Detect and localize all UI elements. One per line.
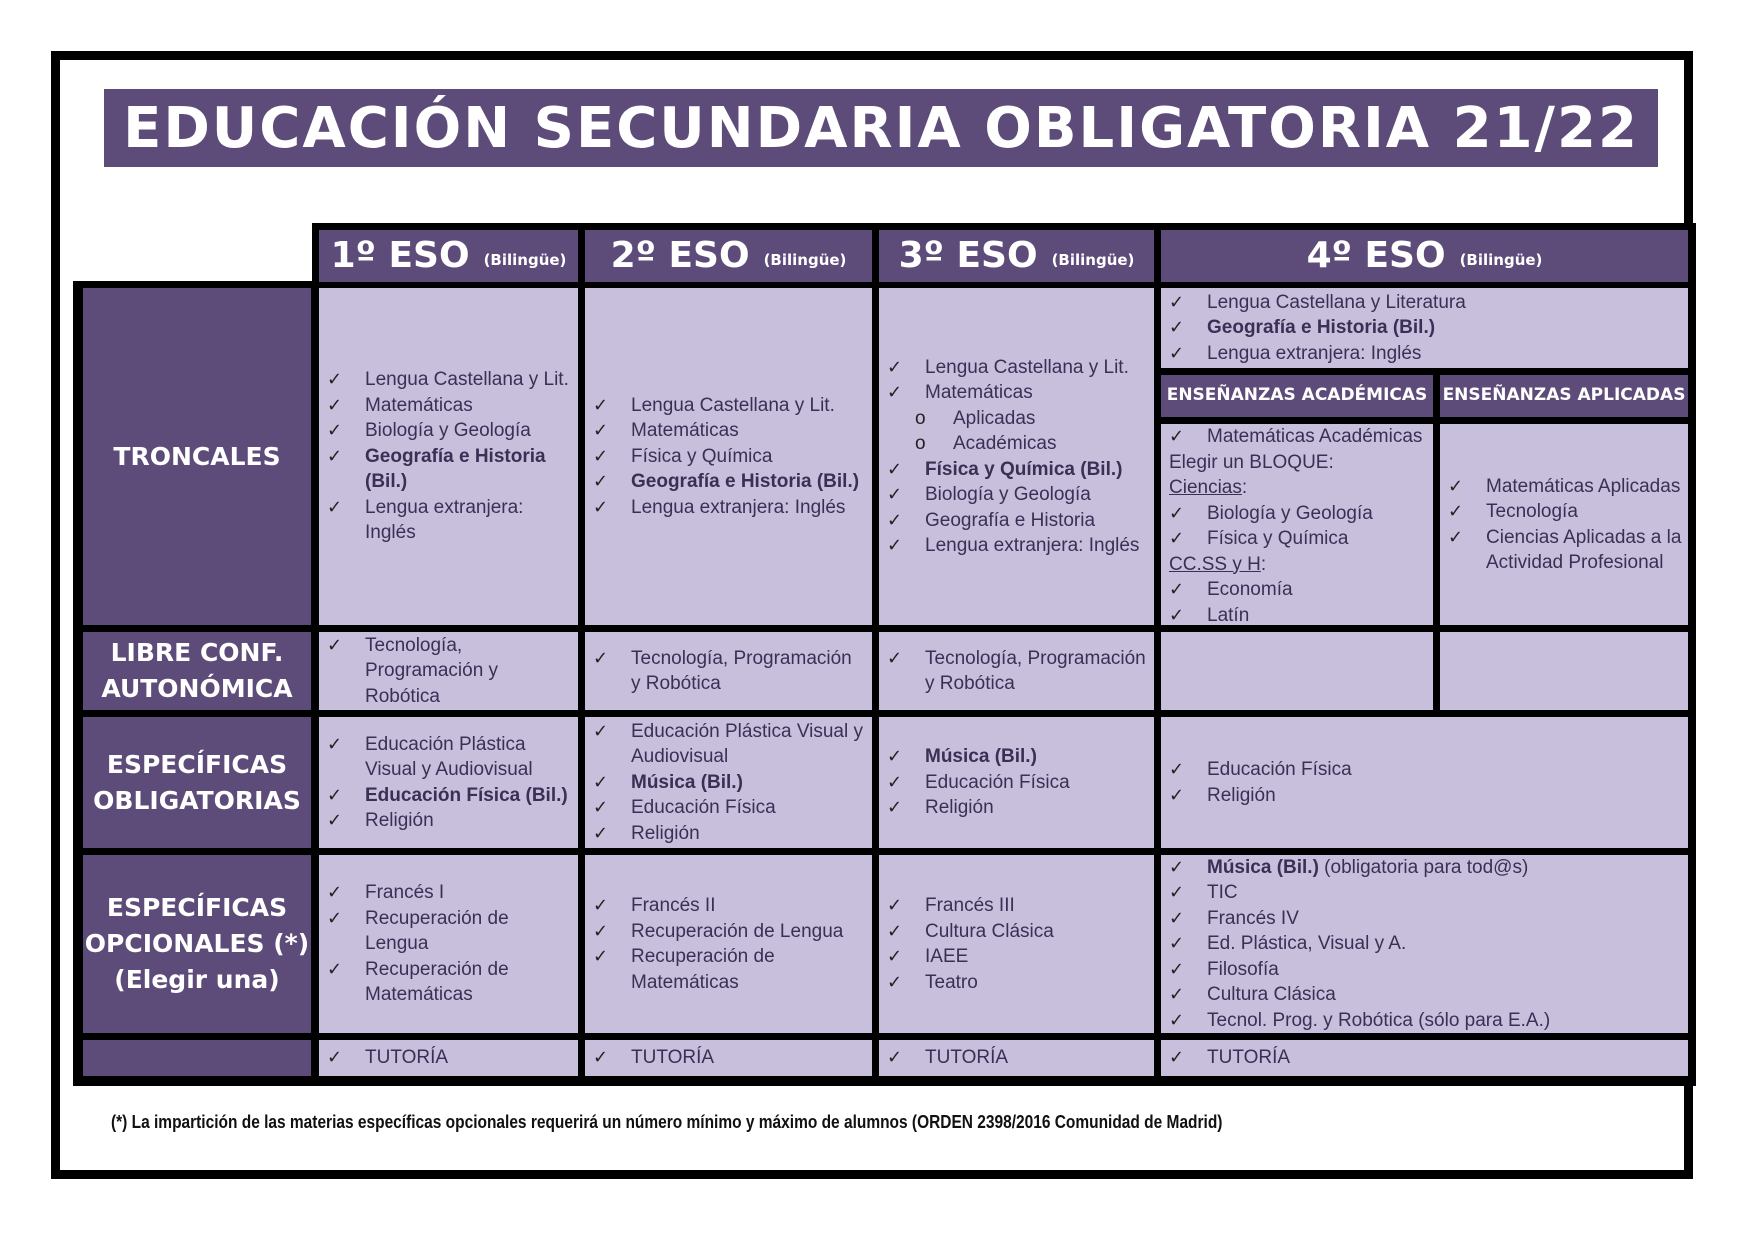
list-item: ✓ Francés I <box>365 880 572 906</box>
list-item: ✓ Matemáticas Aplicadas <box>1486 474 1682 500</box>
list-item: ✓ Religión <box>365 808 572 834</box>
list-item: ✓ Biología y Geología <box>925 482 1148 508</box>
list-item: ✓ Música (Bil.) <box>925 744 1148 770</box>
col-header-1: 1º ESO (Bilingüe) <box>319 230 578 282</box>
esp-opc-3eso <box>879 855 1154 1033</box>
list-item: ✓ Cultura Clásica <box>925 919 1148 945</box>
list-item: ✓ Religión <box>1207 783 1682 809</box>
list-item: ✓ Geografía e Historia (Bil.) <box>631 469 866 495</box>
esp-opc-2eso <box>585 855 872 1033</box>
row-header-troncales: TRONCALES <box>83 288 311 625</box>
list-item: ✓ Educación Física <box>1207 757 1682 783</box>
list-item: ✓ Recuperación de Matemáticas <box>631 944 866 995</box>
list-item: ✓ Matemáticas Académicas <box>1207 424 1427 450</box>
list-item: ✓ Lengua Castellana y Lit. <box>631 393 866 419</box>
footnote: (*) La impartición de las materias específicas opcionales requerirá un número mínimo y máximo de alumnos (ORDEN 2398/2016 Comunidad de Madrid) <box>111 1112 1223 1132</box>
list-item: ✓ Lengua Castellana y Lit. <box>365 367 572 393</box>
list-item: ✓ Religión <box>631 821 866 847</box>
col-header-3: 3º ESO (Bilingüe) <box>879 230 1154 282</box>
list-item: ✓ Teatro <box>925 970 1148 996</box>
list-item: ✓ Biología y Geología <box>1207 501 1427 527</box>
list-item: ✓ Geografía e Historia (Bil.) <box>365 444 572 495</box>
list-item: ✓ Filosofía <box>1207 957 1682 983</box>
tutoria-4eso <box>1161 1040 1688 1076</box>
libre-4eso-academicas <box>1161 632 1433 710</box>
list-item: ✓ Matemáticas <box>925 380 1148 406</box>
tutoria-1eso <box>319 1040 578 1076</box>
esp-opc-1eso <box>319 855 578 1033</box>
list-item: ✓ Matemáticas <box>631 418 866 444</box>
list-item: ✓ Recuperación de Lengua <box>631 919 866 945</box>
list-item: ✓ Tecnología, Programación y Robótica <box>631 646 866 697</box>
esp-opc-4eso <box>1161 855 1688 1033</box>
troncales-4eso-aplicadas <box>1440 424 1688 625</box>
tutoria-2eso <box>585 1040 872 1076</box>
row-header-especificas-opcionales: ESPECÍFICAS OPCIONALES (*) (Elegir una) <box>83 855 311 1033</box>
list-item: ✓ Lengua Castellana y Lit. <box>925 355 1148 381</box>
list-item: ✓ Lengua Castellana y Literatura <box>1207 290 1682 316</box>
list-item: o Académicas <box>953 431 1154 457</box>
list-item: ✓ Latín <box>1207 603 1427 629</box>
esp-obl-4eso <box>1161 717 1688 848</box>
list-item: ✓ Educación Física <box>925 770 1148 796</box>
list-item: ✓ Ed. Plástica, Visual y A. <box>1207 931 1682 957</box>
list-item: ✓ TIC <box>1207 880 1682 906</box>
libre-1eso <box>319 632 578 710</box>
list-item: ✓ Religión <box>925 795 1148 821</box>
esp-obl-3eso <box>879 717 1154 848</box>
list-item: ✓ Tecnología, Programación y Robótica <box>365 633 572 710</box>
troncales-4eso-academicas: ✓ Matemáticas Académicas Elegir un BLOQUE: Ciencias: ✓ Biología y Geología ✓ Física y Química CC.SS y H: ✓ Economía ✓ Latín <box>1161 424 1433 625</box>
list-item: ✓ TUTORÍA <box>365 1045 572 1071</box>
elegir-bloque: Elegir un BLOQUE: <box>1169 451 1334 473</box>
libre-3eso <box>879 632 1154 710</box>
list-item: ✓ Educación Física (Bil.) <box>365 783 572 809</box>
ccss-label: CC.SS y H <box>1169 553 1261 575</box>
list-item: ✓ Francés II <box>631 893 866 919</box>
col-header-2: 2º ESO (Bilingüe) <box>585 230 872 282</box>
list-item: ✓ Física y Química <box>631 444 866 470</box>
list-item: ✓ Recuperación de Matemáticas <box>365 957 572 1008</box>
col-header-4: 4º ESO (Bilingüe) <box>1161 230 1688 282</box>
esp-obl-1eso <box>319 717 578 848</box>
list-item: o Aplicadas <box>953 406 1154 432</box>
list-item: ✓ TUTORÍA <box>925 1045 1148 1071</box>
list-item: ✓ Lengua extranjera: Inglés <box>631 495 866 521</box>
list-item: ✓ Geografía e Historia (Bil.) <box>1207 315 1682 341</box>
list-item: ✓ Francés III <box>925 893 1148 919</box>
list-item: ✓ Cultura Clásica <box>1207 982 1682 1008</box>
list-item: ✓ Educación Plástica Visual y Audiovisual <box>631 719 866 770</box>
list-item: ✓ TUTORÍA <box>1207 1045 1682 1071</box>
libre-4eso-aplicadas <box>1440 632 1688 710</box>
esp-obl-2eso <box>585 717 872 848</box>
list-item: ✓ Lengua extranjera: Inglés <box>925 533 1148 559</box>
troncales-1eso <box>319 288 578 625</box>
list-item: ✓ TUTORÍA <box>631 1045 866 1071</box>
list-item: ✓ Tecnología <box>1486 499 1682 525</box>
ciencias-label: Ciencias <box>1169 477 1242 498</box>
row-header-libre: LIBRE CONF. AUTONÓMICA <box>83 632 311 710</box>
list-item: ✓ Ciencias Aplicadas a la Actividad Profesional <box>1486 525 1682 576</box>
list-item: ✓ Educación Plástica Visual y Audiovisual <box>365 732 572 783</box>
list-item: ✓ Economía <box>1207 577 1427 603</box>
page-title: EDUCACIÓN SECUNDARIA OBLIGATORIA 21/22 <box>104 89 1658 167</box>
libre-2eso <box>585 632 872 710</box>
list-item: ✓ Música (Bil.) (obligatoria para tod@s) <box>1207 855 1682 881</box>
list-item: ✓ Biología y Geología <box>365 418 572 444</box>
row-header-especificas-obligatorias: ESPECÍFICAS OBLIGATORIAS <box>83 717 311 848</box>
list-item: ✓ Francés IV <box>1207 906 1682 932</box>
troncales-2eso <box>585 288 872 625</box>
list-item: ✓ Música (Bil.) <box>631 770 866 796</box>
ensenanzas-academicas-header: ENSEÑANZAS ACADÉMICAS <box>1161 375 1433 417</box>
list-item: ✓ Tecnología, Programación y Robótica <box>925 646 1148 697</box>
troncales-3eso <box>879 288 1154 625</box>
list-item: ✓ Geografía e Historia <box>925 508 1148 534</box>
row-header-tutoria <box>83 1040 311 1076</box>
ensenanzas-aplicadas-header: ENSEÑANZAS APLICADAS <box>1440 375 1688 417</box>
list-item: ✓ Matemáticas <box>365 393 572 419</box>
list-item: ✓ Lengua extranjera: Inglés <box>365 495 572 546</box>
list-item: ✓ Tecnol. Prog. y Robótica (sólo para E.A.) <box>1207 1008 1682 1034</box>
list-item: ✓ Educación Física <box>631 795 866 821</box>
list-item: ✓ Física y Química (Bil.) <box>925 457 1148 483</box>
troncales-4eso-common <box>1161 288 1688 368</box>
list-item: ✓ Lengua extranjera: Inglés <box>1207 341 1682 367</box>
list-item: ✓ Recuperación de Lengua <box>365 906 572 957</box>
tutoria-3eso <box>879 1040 1154 1076</box>
list-item: ✓ IAEE <box>925 944 1148 970</box>
list-item: ✓ Física y Química <box>1207 526 1427 552</box>
